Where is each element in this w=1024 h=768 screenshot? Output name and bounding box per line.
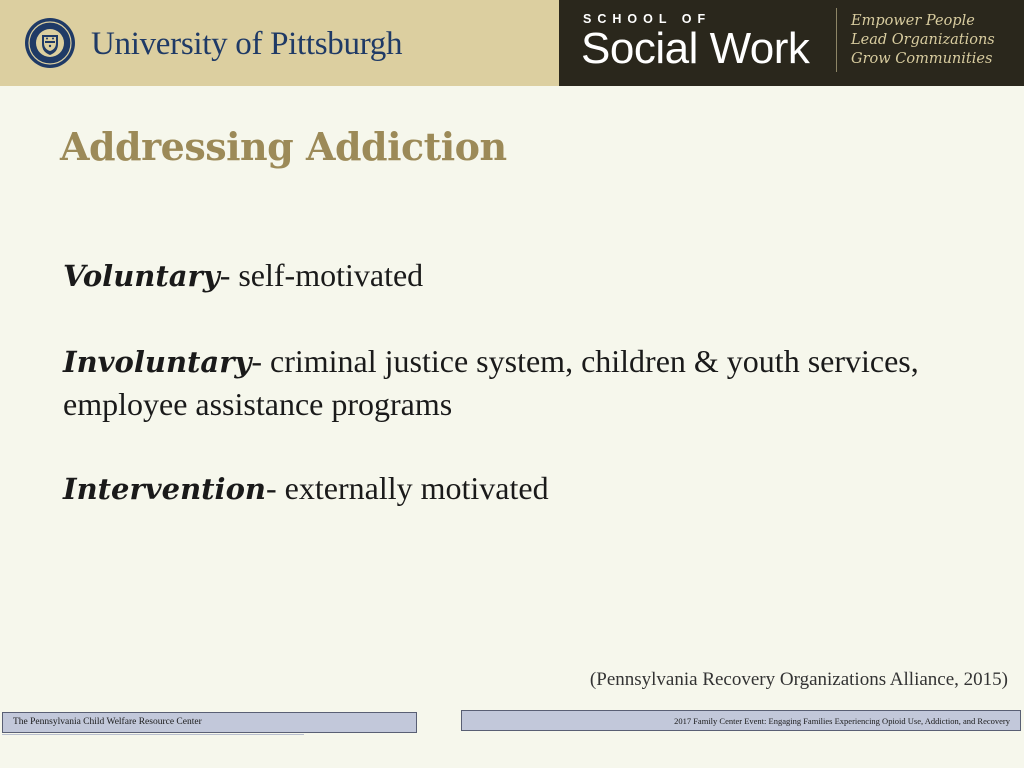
footer-divider [2, 734, 304, 735]
header-divider [836, 8, 837, 72]
tagline-grow: Grow Communities [851, 51, 993, 67]
tagline-empower: Empower People [851, 13, 975, 29]
item-involuntary [63, 340, 943, 425]
university-band [0, 0, 559, 86]
tagline-lead: Lead Organizations [851, 32, 995, 48]
university-name: University of Pittsburgh [91, 26, 403, 62]
footer-right: 2017 Family Center Event: Engaging Families Experiencing Opioid Use, Addiction, and Recovery [461, 710, 1021, 731]
item-description: - self-motivated [219, 257, 424, 293]
footer-left: The Pennsylvania Child Welfare Resource Center [2, 712, 417, 733]
item-description: - externally motivated [266, 470, 549, 506]
item-intervention [63, 467, 943, 510]
item-term: Voluntary [63, 259, 220, 293]
citation: (Pennsylvania Recovery Organizations Alliance, 2015) [589, 669, 1008, 690]
item-term: Involuntary [63, 345, 252, 379]
school-label-main: Social Work [581, 24, 810, 73]
slide-title: Addressing Addiction [60, 124, 507, 169]
header-banner [0, 0, 1024, 86]
item-voluntary [63, 254, 943, 297]
school-label-top: SCHOOL OF [583, 12, 712, 26]
university-seal-icon [24, 17, 76, 69]
item-term: Intervention [63, 472, 266, 506]
item-description: - criminal justice system, children & youth services, employee assistance programs [63, 343, 919, 422]
